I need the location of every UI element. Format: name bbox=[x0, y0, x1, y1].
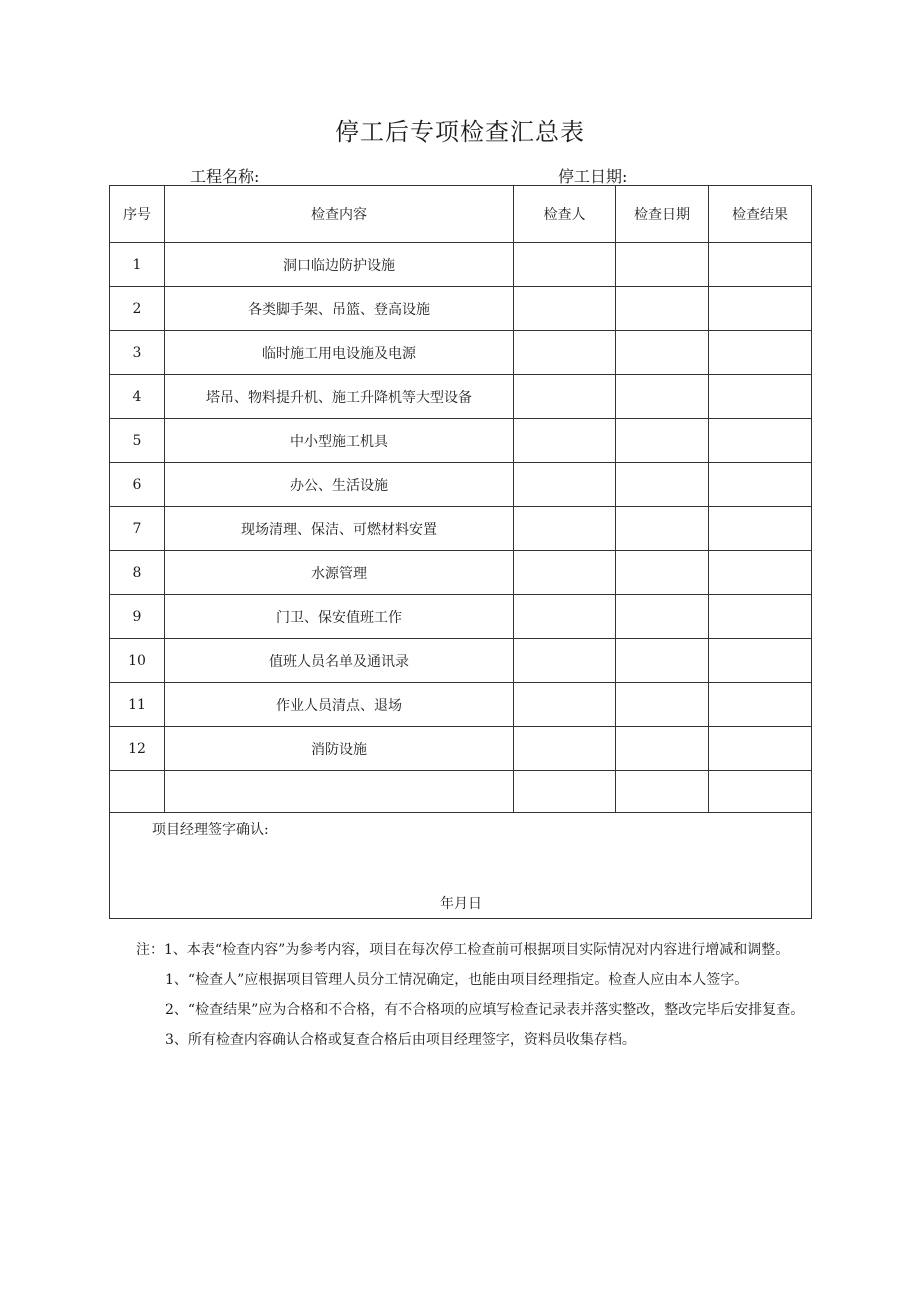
row-check-date-cell bbox=[616, 507, 709, 551]
row-content: 值班人员名单及通讯录 bbox=[165, 639, 514, 683]
row-seq: 5 bbox=[110, 419, 165, 463]
table-row bbox=[110, 727, 812, 771]
inspection-table bbox=[109, 185, 812, 919]
manager-signature-label: 项目经理签字确认: bbox=[152, 822, 269, 838]
notes-section bbox=[136, 938, 816, 1058]
row-check-date-cell bbox=[616, 331, 709, 375]
row-seq: 3 bbox=[110, 331, 165, 375]
table-row bbox=[110, 463, 812, 507]
row-seq: 4 bbox=[110, 375, 165, 419]
row-result-cell bbox=[709, 287, 812, 331]
row-content: 水源管理 bbox=[165, 551, 514, 595]
header-content: 检查内容 bbox=[165, 186, 514, 243]
row-result-cell bbox=[709, 243, 812, 287]
note-item: 2、“检查结果”应为合格和不合格，有不合格项的应填写检查记录表并落实整改，整改完毕后安排复查。 bbox=[165, 1002, 805, 1018]
row-inspector-cell bbox=[514, 463, 616, 507]
row-seq: 1 bbox=[110, 243, 165, 287]
row-inspector-cell bbox=[514, 375, 616, 419]
blank-cell bbox=[110, 771, 165, 813]
note-item: 1、“检查人”应根据项目管理人员分工情况确定，也能由项目经理指定。检查人应由本人签字。 bbox=[165, 972, 749, 988]
row-result-cell bbox=[709, 507, 812, 551]
row-check-date-cell bbox=[616, 683, 709, 727]
table-row bbox=[110, 243, 812, 287]
row-inspector-cell bbox=[514, 727, 616, 771]
blank-cell bbox=[165, 771, 514, 813]
table-header-row bbox=[110, 186, 812, 243]
row-check-date-cell bbox=[616, 463, 709, 507]
table-row bbox=[110, 419, 812, 463]
row-result-cell bbox=[709, 419, 812, 463]
row-seq: 11 bbox=[110, 683, 165, 727]
row-check-date-cell bbox=[616, 727, 709, 771]
header-inspector: 检查人 bbox=[514, 186, 616, 243]
row-seq: 9 bbox=[110, 595, 165, 639]
header-check-date: 检查日期 bbox=[616, 186, 709, 243]
row-check-date-cell bbox=[616, 419, 709, 463]
row-result-cell bbox=[709, 375, 812, 419]
row-inspector-cell bbox=[514, 507, 616, 551]
row-seq: 8 bbox=[110, 551, 165, 595]
row-result-cell bbox=[709, 727, 812, 771]
row-seq: 12 bbox=[110, 727, 165, 771]
row-check-date-cell bbox=[616, 375, 709, 419]
row-inspector-cell bbox=[514, 287, 616, 331]
signature-cell bbox=[110, 813, 812, 919]
row-seq: 10 bbox=[110, 639, 165, 683]
row-content: 临时施工用电设施及电源 bbox=[165, 331, 514, 375]
row-content: 作业人员清点、退场 bbox=[165, 683, 514, 727]
row-content: 洞口临边防护设施 bbox=[165, 243, 514, 287]
row-content: 消防设施 bbox=[165, 727, 514, 771]
row-content: 门卫、保安值班工作 bbox=[165, 595, 514, 639]
row-result-cell bbox=[709, 639, 812, 683]
row-inspector-cell bbox=[514, 419, 616, 463]
row-inspector-cell bbox=[514, 595, 616, 639]
signature-date-label: 年月日 bbox=[440, 896, 482, 912]
row-content: 中小型施工机具 bbox=[165, 419, 514, 463]
row-check-date-cell bbox=[616, 287, 709, 331]
row-seq: 7 bbox=[110, 507, 165, 551]
table-row bbox=[110, 287, 812, 331]
table-row bbox=[110, 507, 812, 551]
blank-cell bbox=[514, 771, 616, 813]
blank-row bbox=[110, 771, 812, 813]
table-row bbox=[110, 375, 812, 419]
blank-cell bbox=[616, 771, 709, 813]
row-seq: 6 bbox=[110, 463, 165, 507]
row-inspector-cell bbox=[514, 243, 616, 287]
row-check-date-cell bbox=[616, 551, 709, 595]
table-row bbox=[110, 595, 812, 639]
page-title: 停工后专项检查汇总表 bbox=[335, 118, 585, 146]
row-content: 办公、生活设施 bbox=[165, 463, 514, 507]
project-name-label: 工程名称: bbox=[190, 167, 260, 186]
row-result-cell bbox=[709, 551, 812, 595]
note-item: 注：1、本表“检查内容”为参考内容，项目在每次停工检查前可根据项目实际情况对内容进行增减和调整。 bbox=[136, 942, 790, 958]
row-inspector-cell bbox=[514, 683, 616, 727]
note-item: 3、所有检查内容确认合格或复查合格后由项目经理签字，资料员收集存档。 bbox=[165, 1032, 636, 1048]
row-inspector-cell bbox=[514, 551, 616, 595]
row-inspector-cell bbox=[514, 331, 616, 375]
row-result-cell bbox=[709, 331, 812, 375]
row-check-date-cell bbox=[616, 595, 709, 639]
table-row bbox=[110, 683, 812, 727]
row-seq: 2 bbox=[110, 287, 165, 331]
blank-cell bbox=[709, 771, 812, 813]
row-inspector-cell bbox=[514, 639, 616, 683]
row-content: 现场清理、保洁、可燃材料安置 bbox=[165, 507, 514, 551]
row-result-cell bbox=[709, 683, 812, 727]
row-result-cell bbox=[709, 463, 812, 507]
row-check-date-cell bbox=[616, 243, 709, 287]
signature-row bbox=[110, 813, 812, 919]
table-row bbox=[110, 551, 812, 595]
header-result: 检查结果 bbox=[709, 186, 812, 243]
stop-date-label: 停工日期: bbox=[558, 167, 628, 186]
row-content: 各类脚手架、吊篮、登高设施 bbox=[165, 287, 514, 331]
header-seq: 序号 bbox=[110, 186, 165, 243]
row-check-date-cell bbox=[616, 639, 709, 683]
table-row bbox=[110, 639, 812, 683]
row-content: 塔吊、物料提升机、施工升降机等大型设备 bbox=[165, 375, 514, 419]
row-result-cell bbox=[709, 595, 812, 639]
table-row bbox=[110, 331, 812, 375]
